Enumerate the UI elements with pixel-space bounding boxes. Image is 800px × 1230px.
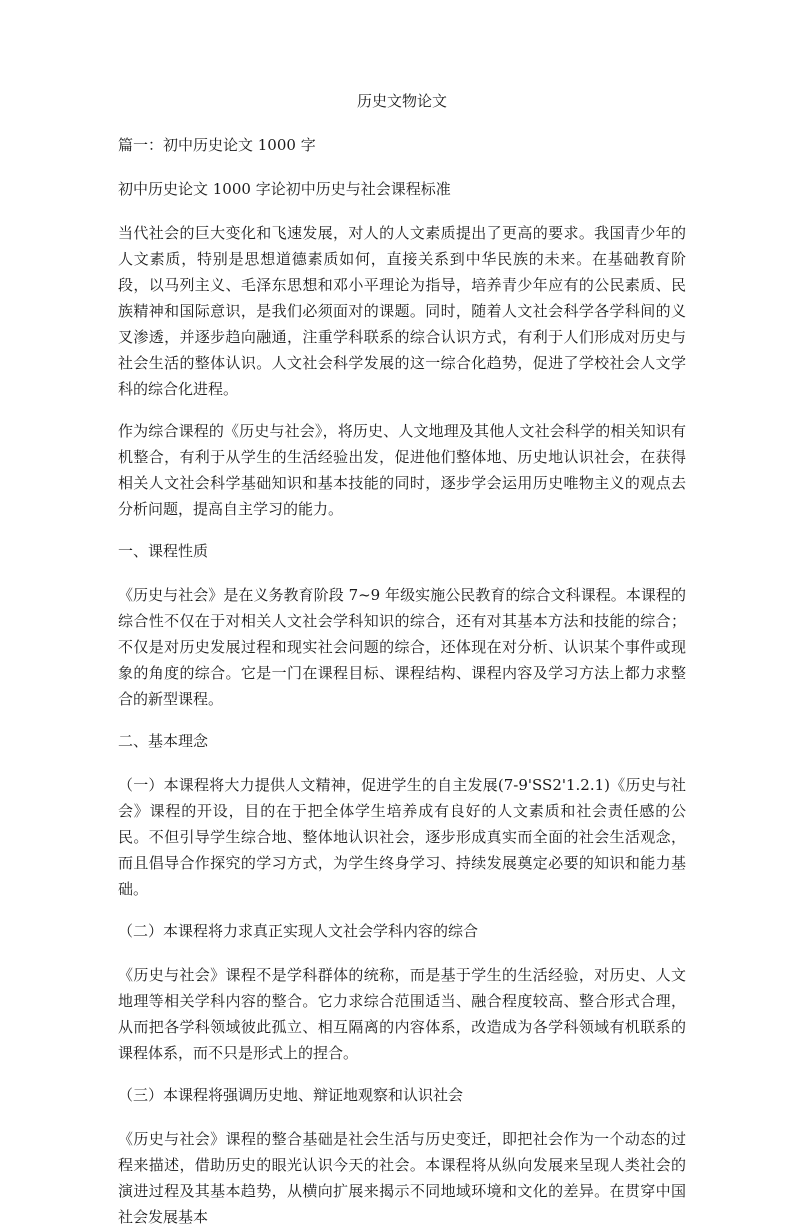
section-2-heading: 二、基本理念 — [118, 732, 209, 750]
section-1-heading: 一、课程性质 — [118, 542, 209, 560]
section-2-item-3-paragraph: 《历史与社会》课程的整合基础是社会生活与历史变迁，即把社会作为一个动态的过程来描述，借助历史的眼光认识今天的社会。本课程将从纵向发展来呈现人类社会的演进过程及其基本趋势，从横向扩展来揭示不同地域环境和文化的差异。在贯穿中国社会发展基本 — [118, 1130, 686, 1226]
chapter-heading: 篇一：初中历史论文 1000 字 — [118, 136, 316, 154]
intro-paragraph-2: 作为综合课程的《历史与社会》，将历史、人文地理及其他人文社会科学的相关知识有机整合，有利于从学生的生活经验出发，促进他们整体地、历史地认识社会，在获得相关人文社会科学基础知识和基本技能的同时，逐步学会运用历史唯物主义的观点去分析问题，提高自主学习的能力。 — [118, 422, 686, 518]
section-2-item-2-paragraph: 《历史与社会》课程不是学科群体的统称，而是基于学生的生活经验，对历史、人文地理等相关学科内容的整合。它力求综合范围适当、融合程度较高、整合形式合理，从而把各学科领域彼此孤立、相互隔离的内容体系，改造成为各学科领域有机联系的课程体系，而不只是形式上的捏合。 — [118, 966, 686, 1062]
section-2-item-1-paragraph: （一）本课程将大力提供人文精神，促进学生的自主发展(7-9'SS2'1.2.1)《历史与社会》课程的开设，目的在于把全体学生培养成有良好的人文素质和社会责任感的公民。不但引导学生综合地、整体地认识社会，逐步形成真实而全面的社会生活观念，而且倡导合作探究的学习方式，为学生终身学习、持续发展奠定必要的知识和能力基础。 — [118, 776, 686, 898]
intro-paragraph-1: 当代社会的巨大变化和飞速发展，对人的人文素质提出了更高的要求。我国青少年的人文素质，特别是思想道德素质如何，直接关系到中华民族的未来。在基础教育阶段，以马列主义、毛泽东思想和邓小平理论为指导，培养青少年应有的公民素质、民族精神和国际意识，是我们必须面对的课题。同时，随着人文社会科学各学科间的义叉渗透，并逐步趋向融通，注重学科联系的综合认识方式，有利于人们形成对历史与社会生活的整体认识。人文社会科学发展的这一综合化趋势，促进了学校社会人文学科的综合化进程。 — [118, 224, 686, 398]
section-2-item-2-heading: （二）本课程将力求真正实现人文社会学科内容的综合 — [118, 922, 479, 940]
document-subtitle: 初中历史论文 1000 字论初中历史与社会课程标准 — [118, 180, 451, 198]
document-page — [118, 88, 686, 1230]
section-2-item-3-heading: （三）本课程将强调历史地、辩证地观察和认识社会 — [118, 1086, 464, 1104]
section-1-paragraph: 《历史与社会》是在义务教育阶段 7~9 年级实施公民教育的综合文科课程。本课程的综合性不仅在于对相关人文社会学科知识的综合，还有对其基本方法和技能的综合；不仅是对历史发展过程和现实社会问题的综合，还体现在对分析、认识某个事件或现象的角度的综合。它是一门在课程目标、课程结构、课程内容及学习方法上都力求整合的新型课程。 — [118, 586, 686, 708]
document-title: 历史文物论文 — [356, 92, 447, 110]
